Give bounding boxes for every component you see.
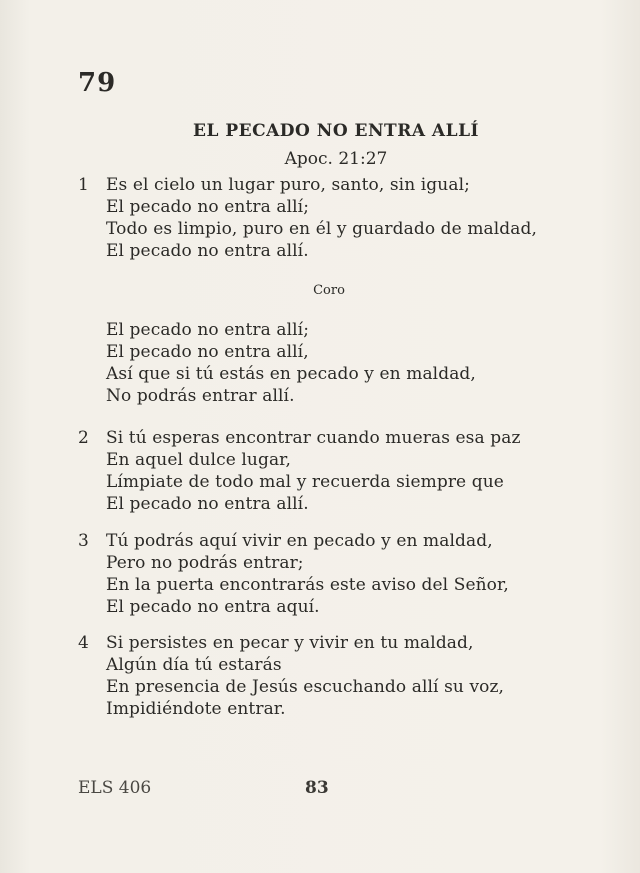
chorus-line: El pecado no entra allí, <box>106 342 309 362</box>
stanza-number: 2 <box>78 428 89 448</box>
hymn-title: EL PECADO NO ENTRA ALLÍ <box>193 121 479 141</box>
page-number: 83 <box>305 778 329 798</box>
stanza-line: El pecado no entra aquí. <box>106 597 320 617</box>
stanza-line: El pecado no entra allí; <box>106 197 310 217</box>
stanza-line: Es el cielo un lugar puro, santo, sin igual; <box>106 175 470 195</box>
stanza-line: Impidiéndote entrar. <box>106 699 286 719</box>
stanza-line: Límpiate de todo mal y recuerda siempre que <box>106 472 504 492</box>
stanza-number: 1 <box>78 175 89 195</box>
stanza-line: En presencia de Jesús escuchando allí su voz, <box>106 677 505 697</box>
stanza-line: En la puerta encontrarás este aviso del Señor, <box>106 575 509 595</box>
stanza-line: Tú podrás aquí vivir en pecado y en maldad, <box>106 531 493 551</box>
stanza-line: En aquel dulce lugar, <box>106 450 292 470</box>
stanza-line: Si persistes en pecar y vivir en tu maldad, <box>106 633 474 653</box>
stanza-line: Todo es limpio, puro en él y guardado de maldad, <box>106 219 538 239</box>
book-code: ELS 406 <box>78 778 152 798</box>
chorus-line: Así que si tú estás en pecado y en maldad, <box>106 364 476 384</box>
stanza-line: Pero no podrás entrar; <box>106 553 304 573</box>
stanza-line: Si tú esperas encontrar cuando mueras esa paz <box>106 428 521 448</box>
scripture-reference: Apoc. 21:27 <box>284 149 388 169</box>
chorus-line: No podrás entrar allí. <box>106 386 295 406</box>
hymn-number: 79 <box>78 68 117 98</box>
chorus-label: Coro <box>313 283 345 298</box>
stanza-number: 3 <box>78 531 89 551</box>
stanza-line: Algún día tú estarás <box>106 655 282 675</box>
stanza-line: El pecado no entra allí. <box>106 494 309 514</box>
stanza-line: El pecado no entra allí. <box>106 241 309 261</box>
chorus-line: El pecado no entra allí; <box>106 320 310 340</box>
stanza-number: 4 <box>78 633 89 653</box>
